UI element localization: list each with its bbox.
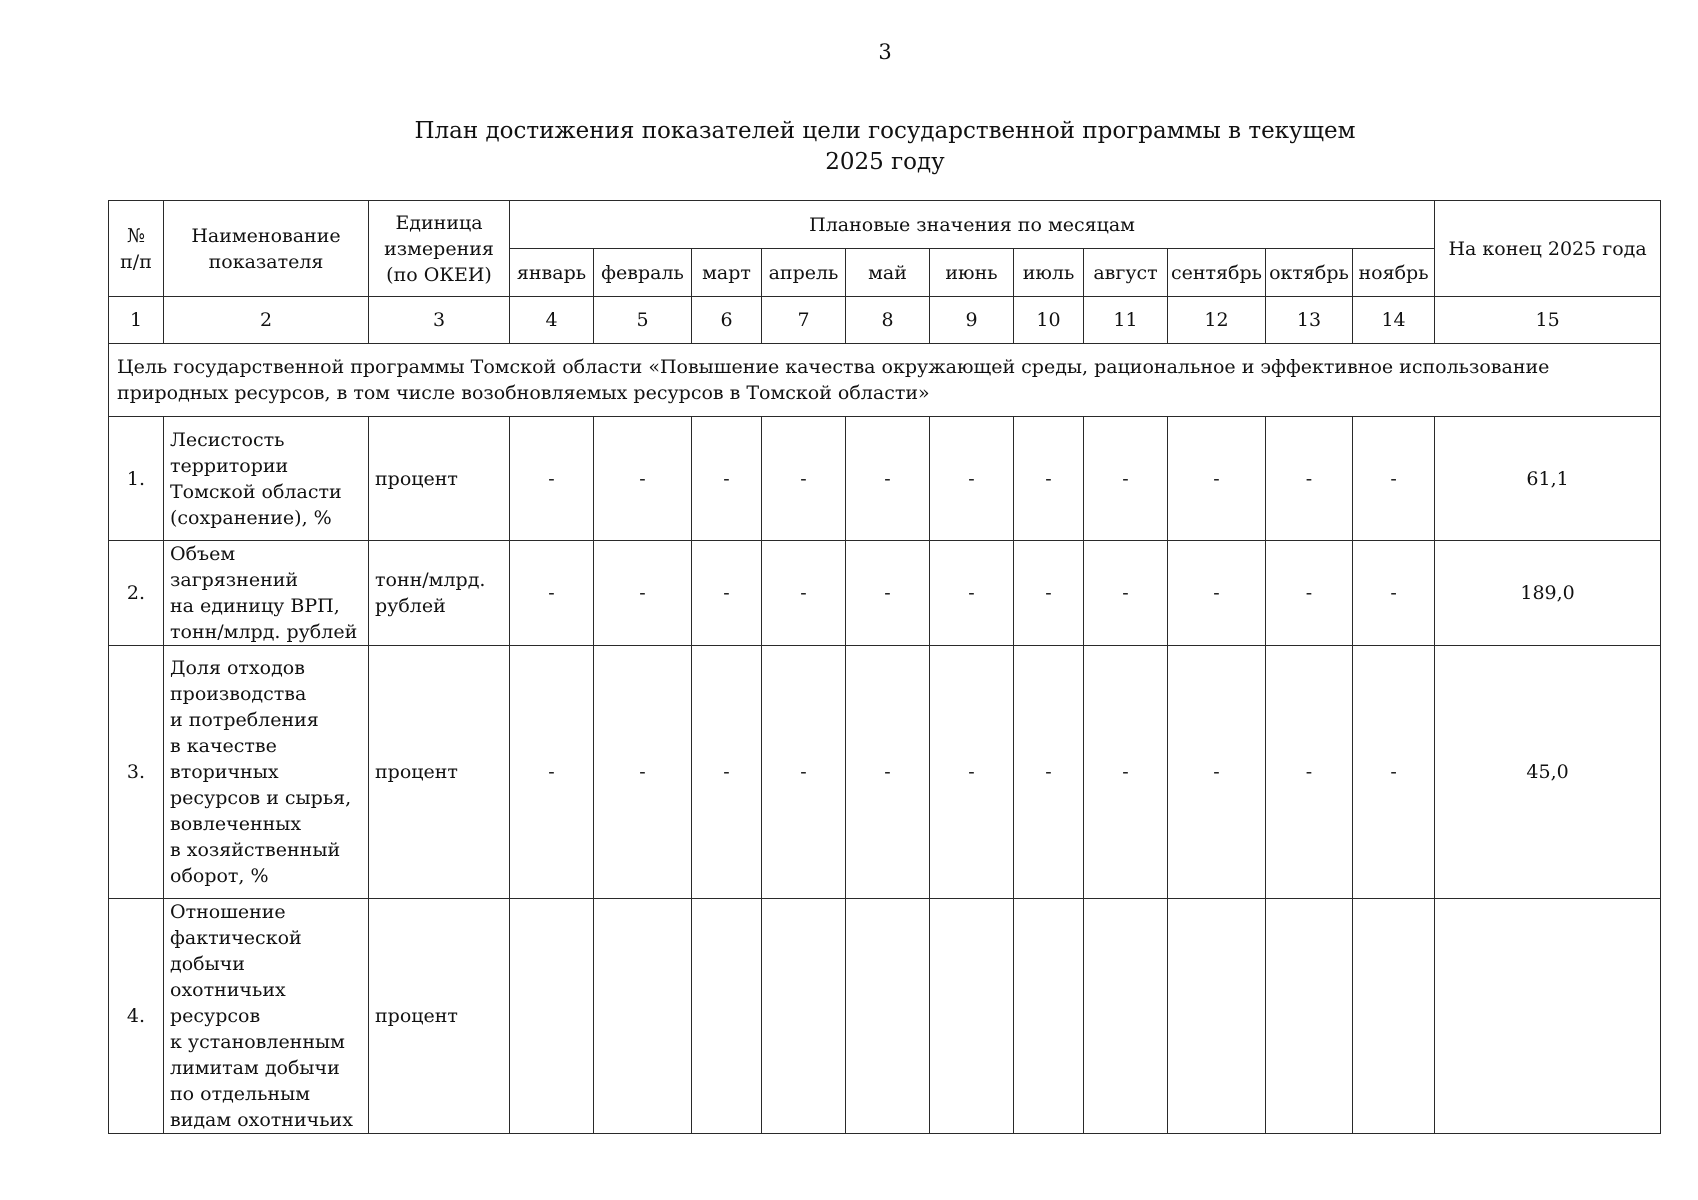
header-name-line-1: Наименование (191, 224, 341, 247)
row-number: 3. (109, 646, 164, 899)
end-of-year-value (1435, 899, 1661, 1134)
indicator-name-line: добычи охотничьих (170, 953, 286, 1001)
column-number: 15 (1435, 297, 1661, 344)
indicator-name (164, 646, 369, 899)
indicator-unit (369, 646, 510, 899)
header-unit-line-2: измерения (384, 237, 494, 260)
month-value: - (1084, 541, 1168, 646)
table-row (109, 417, 1661, 541)
indicator-rows (109, 417, 1661, 1134)
indicator-name-line: лимитам добычи (170, 1057, 340, 1079)
month-value: - (1353, 541, 1435, 646)
column-number: 14 (1353, 297, 1435, 344)
indicator-name-line: производства (170, 683, 307, 705)
month-value (1353, 899, 1435, 1134)
table-row (109, 899, 1661, 1134)
column-number: 4 (510, 297, 594, 344)
month-value: - (1168, 541, 1266, 646)
indicator-unit-line: процент (375, 761, 458, 783)
header-row (109, 201, 1661, 249)
column-number: 1 (109, 297, 164, 344)
month-value: - (1353, 417, 1435, 541)
month-value: - (846, 646, 930, 899)
header-month-november: ноябрь (1353, 249, 1435, 297)
month-value (762, 899, 846, 1134)
indicator-name-line: Лесистость (170, 428, 285, 451)
indicator-name-line: в качестве (170, 735, 277, 757)
indicator-name-line: и потребления (170, 709, 319, 731)
month-value (930, 899, 1014, 1134)
header-unit-line-1: Единица (395, 211, 483, 234)
month-value (594, 899, 692, 1134)
column-numbers-row (109, 297, 1661, 344)
column-number: 5 (594, 297, 692, 344)
header-month-january: январь (510, 249, 594, 297)
indicator-unit (369, 899, 510, 1134)
indicator-name (164, 541, 369, 646)
column-number: 6 (692, 297, 762, 344)
header-month-april: апрель (762, 249, 846, 297)
column-number: 13 (1266, 297, 1353, 344)
table-row (109, 646, 1661, 899)
column-number: 2 (164, 297, 369, 344)
table-row (109, 541, 1661, 646)
header-num (109, 201, 164, 297)
goal-row (109, 344, 1661, 417)
row-number: 2. (109, 541, 164, 646)
indicator-name-line: вовлеченных (170, 813, 302, 835)
header-plan-values: Плановые значения по месяцам (510, 201, 1435, 249)
month-value: - (1084, 417, 1168, 541)
header-month-july: июль (1014, 249, 1084, 297)
month-value: - (1014, 417, 1084, 541)
document-title-line-1: План достижения показателей цели государственной программы в текущем (414, 118, 1356, 144)
month-value (1084, 899, 1168, 1134)
indicator-unit-line: процент (375, 1005, 458, 1027)
document-title-line-2: 2025 году (825, 149, 945, 175)
month-value: - (1014, 541, 1084, 646)
month-value: - (510, 646, 594, 899)
indicator-unit-line: тонн/млрд. (375, 569, 486, 591)
indicator-name-line: видам охотничьих (170, 1109, 353, 1131)
end-of-year-value: 61,1 (1435, 417, 1661, 541)
header-month-february: февраль (594, 249, 692, 297)
indicator-name-line: на единицу ВРП, (170, 595, 340, 617)
header-month-june: июнь (930, 249, 1014, 297)
indicator-name-line: Доля отходов (170, 657, 305, 679)
header-month-august: август (1084, 249, 1168, 297)
month-value (1266, 899, 1353, 1134)
month-value: - (692, 541, 762, 646)
month-value: - (1266, 646, 1353, 899)
month-value: - (1266, 541, 1353, 646)
month-value: - (594, 646, 692, 899)
month-value: - (930, 646, 1014, 899)
indicator-name-line: Отношение (170, 901, 286, 923)
header-name-line-2: показателя (208, 250, 324, 273)
month-value: - (692, 646, 762, 899)
column-number: 3 (369, 297, 510, 344)
row-number: 4. (109, 899, 164, 1134)
indicator-name-line: ресурсов (170, 1005, 261, 1027)
indicator-unit-line: рублей (375, 595, 446, 617)
header-month-may: май (846, 249, 930, 297)
header-num-line-2: п/п (120, 250, 152, 273)
month-value: - (1014, 646, 1084, 899)
month-value (846, 899, 930, 1134)
header-unit (369, 201, 510, 297)
indicator-unit (369, 417, 510, 541)
header-unit-line-3: (по ОКЕИ) (386, 263, 492, 286)
indicator-name-line: тонн/млрд. рублей (170, 621, 358, 643)
column-number: 10 (1014, 297, 1084, 344)
month-value: - (762, 541, 846, 646)
indicator-name-line: (сохранение), % (170, 506, 332, 529)
month-value: - (594, 541, 692, 646)
month-value: - (846, 541, 930, 646)
indicator-name-line: фактической (170, 927, 302, 949)
indicator-name-line: по отдельным (170, 1083, 311, 1105)
header-month-september: сентябрь (1168, 249, 1266, 297)
month-value: - (1266, 417, 1353, 541)
document-title (0, 116, 1698, 178)
month-value: - (510, 541, 594, 646)
indicator-unit-line: процент (375, 467, 458, 490)
month-value: - (594, 417, 692, 541)
page-number: 3 (878, 40, 892, 64)
column-number: 12 (1168, 297, 1266, 344)
indicator-name-line: в хозяйственный (170, 839, 341, 861)
indicator-name-line: оборот, % (170, 865, 269, 887)
header-month-october: октябрь (1266, 249, 1353, 297)
end-of-year-value: 45,0 (1435, 646, 1661, 899)
month-value: - (1168, 417, 1266, 541)
month-value (692, 899, 762, 1134)
indicator-name (164, 417, 369, 541)
month-value (1014, 899, 1084, 1134)
column-number: 8 (846, 297, 930, 344)
month-value (1168, 899, 1266, 1134)
indicator-name (164, 899, 369, 1134)
month-value: - (762, 646, 846, 899)
month-value: - (762, 417, 846, 541)
column-number: 9 (930, 297, 1014, 344)
month-value: - (1353, 646, 1435, 899)
indicator-name-line: территории (170, 454, 289, 477)
end-of-year-value: 189,0 (1435, 541, 1661, 646)
month-value: - (930, 417, 1014, 541)
month-value: - (1168, 646, 1266, 899)
month-value (510, 899, 594, 1134)
indicator-name-line: к установленным (170, 1031, 345, 1053)
row-number: 1. (109, 417, 164, 541)
month-value: - (930, 541, 1014, 646)
month-value: - (1084, 646, 1168, 899)
month-value: - (510, 417, 594, 541)
month-value: - (692, 417, 762, 541)
indicator-name-line: Объем загрязнений (170, 543, 299, 591)
indicator-name-line: ресурсов и сырья, (170, 787, 352, 809)
header-month-march: март (692, 249, 762, 297)
indicator-name-line: Томской области (170, 480, 342, 503)
plan-table (108, 200, 1661, 1134)
column-number: 11 (1084, 297, 1168, 344)
month-value: - (846, 417, 930, 541)
column-number: 7 (762, 297, 846, 344)
header-end-of-year: На конец 2025 года (1435, 201, 1661, 297)
header-name (164, 201, 369, 297)
indicator-name-line: вторичных (170, 761, 279, 783)
goal-text: Цель государственной программы Томской области «Повышение качества окружающей среды, рациональное и эффективное использование природных ресурсов, в том числе возобновляемых ресурсов в Томской области» (109, 344, 1661, 417)
indicator-unit (369, 541, 510, 646)
header-num-line-1: № (127, 224, 145, 247)
